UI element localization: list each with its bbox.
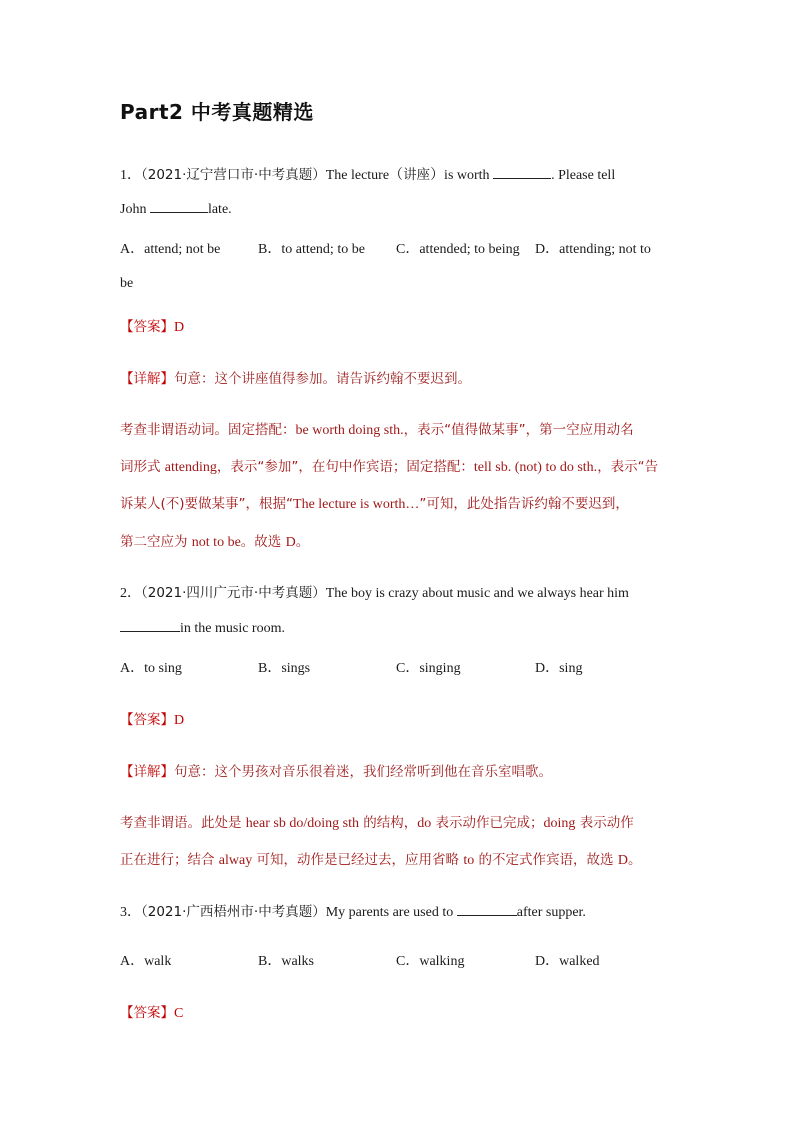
explanation-line [120, 813, 634, 834]
answer-line-1 [120, 317, 184, 338]
question-text: . Please tell [551, 168, 616, 183]
answer-blank[interactable] [457, 901, 517, 916]
question-number: 3． [120, 905, 141, 920]
question-text: The boy is crazy about music and we always hear him [325, 586, 629, 601]
answer-value: D [174, 713, 185, 728]
expl-term: do [417, 816, 432, 831]
explanation-line [120, 494, 629, 515]
expl-term: doing [543, 816, 576, 831]
option-d[interactable]: D．walked [535, 954, 600, 969]
answer-value: C [174, 1006, 184, 1021]
expl-term: tell sb. (not) to do sth. [473, 460, 598, 475]
expl-text: ，表示“参加”，在句中作宾语；固定搭配： [216, 459, 474, 475]
explanation-line [120, 420, 634, 441]
option-c[interactable]: C．singing [396, 661, 461, 676]
explanation-line [120, 850, 641, 871]
expl-text: 。故选 [240, 534, 286, 550]
explanation-line [120, 532, 309, 553]
question-text: My parents are used to [325, 905, 454, 920]
option-d[interactable]: D．sing [535, 661, 583, 676]
expl-text: ，表示“值得做某事”，第一空应用动名 [403, 422, 634, 438]
detail-line-1 [120, 369, 471, 390]
expl-text: 考查非谓语。此处是 [120, 815, 246, 831]
question-text: in the music room. [180, 621, 285, 636]
detail-line-2 [120, 762, 552, 783]
expl-text: 词形式 [120, 459, 165, 475]
question-source: （2021·四川广元市·中考真题） [141, 585, 326, 601]
expl-text: 考查非谓语动词。固定搭配： [120, 422, 296, 438]
expl-text: 。 [627, 852, 642, 868]
option-a[interactable]: A．walk [120, 954, 172, 969]
expl-text: 。 [295, 534, 310, 550]
question-text-cn: 讲座 [403, 167, 431, 183]
answer-tag: 【答案】 [120, 319, 174, 335]
expl-term: not to be [191, 535, 241, 550]
answer-tag: 【答案】 [120, 1005, 174, 1021]
expl-term: alway [218, 853, 253, 868]
expl-text: 第二空应为 [120, 534, 192, 550]
question-number: 1． [120, 168, 141, 183]
detail-text: 句意：这个男孩对音乐很着迷，我们经常听到他在音乐室唱歌。 [174, 764, 552, 780]
expl-term: D [285, 535, 296, 550]
question-2-line-2 [120, 617, 285, 639]
question-1-line-1 [120, 164, 615, 186]
option-a[interactable]: A．attend; not be [120, 242, 221, 257]
question-source: （2021·辽宁营口市·中考真题） [141, 167, 326, 183]
question-text: The lecture（ [325, 168, 404, 183]
expl-text: 的不定式作宾语，故选 [474, 852, 618, 868]
option-a[interactable]: A．to sing [120, 661, 182, 676]
question-text: ）is worth [430, 168, 490, 183]
question-3-line-1 [120, 901, 586, 923]
option-c[interactable]: C．walking [396, 954, 465, 969]
expl-text: 表示动作已完成； [431, 815, 544, 831]
page-title: Part2 中考真题精选 [120, 100, 314, 124]
option-c[interactable]: C．attended; to being [396, 242, 520, 257]
expl-term: The lecture is worth… [293, 497, 420, 512]
answer-line-3 [120, 1003, 183, 1024]
explanation-line [120, 457, 658, 478]
detail-tag: 【详解】 [120, 764, 174, 780]
question-2-line-1 [120, 583, 629, 604]
question-source: （2021·广西梧州市·中考真题） [141, 904, 326, 920]
question-text: John [120, 202, 147, 217]
detail-text: 句意：这个讲座值得参加。请告诉约翰不要迟到。 [174, 371, 471, 387]
expl-text: 表示动作 [575, 815, 634, 831]
option-d[interactable]: D．attending; not to [535, 242, 651, 257]
answer-blank[interactable] [150, 198, 208, 213]
expl-term: to [463, 853, 475, 868]
answer-tag: 【答案】 [120, 712, 174, 728]
answer-blank[interactable] [493, 164, 551, 179]
option-b[interactable]: B．walks [258, 954, 314, 969]
answer-value: D [174, 320, 185, 335]
answer-blank[interactable] [120, 617, 180, 632]
expl-term: D [617, 853, 628, 868]
answer-line-2 [120, 710, 184, 731]
option-b[interactable]: B．sings [258, 661, 311, 676]
expl-term: attending [164, 460, 217, 475]
detail-tag: 【详解】 [120, 371, 174, 387]
question-1-line-2 [120, 198, 232, 220]
expl-text: 可知，动作是已经过去，应用省略 [252, 852, 464, 868]
question-number: 2． [120, 586, 141, 601]
expl-text: 诉某人(不)要做某事”，根据“ [120, 496, 294, 512]
expl-term: hear sb do/doing sth [245, 816, 359, 831]
expl-text: ”可知，此处指告诉约翰不要迟到， [419, 496, 629, 512]
expl-text: 正在进行；结合 [120, 852, 219, 868]
expl-text: 的结构， [358, 815, 418, 831]
question-text: after supper. [516, 905, 586, 920]
option-b[interactable]: B．to attend; to be [258, 242, 365, 257]
expl-term: be worth doing sth. [295, 423, 404, 438]
option-d-wrap: be [120, 276, 134, 291]
expl-text: ，表示“告 [597, 459, 659, 475]
question-text: late. [207, 202, 232, 217]
